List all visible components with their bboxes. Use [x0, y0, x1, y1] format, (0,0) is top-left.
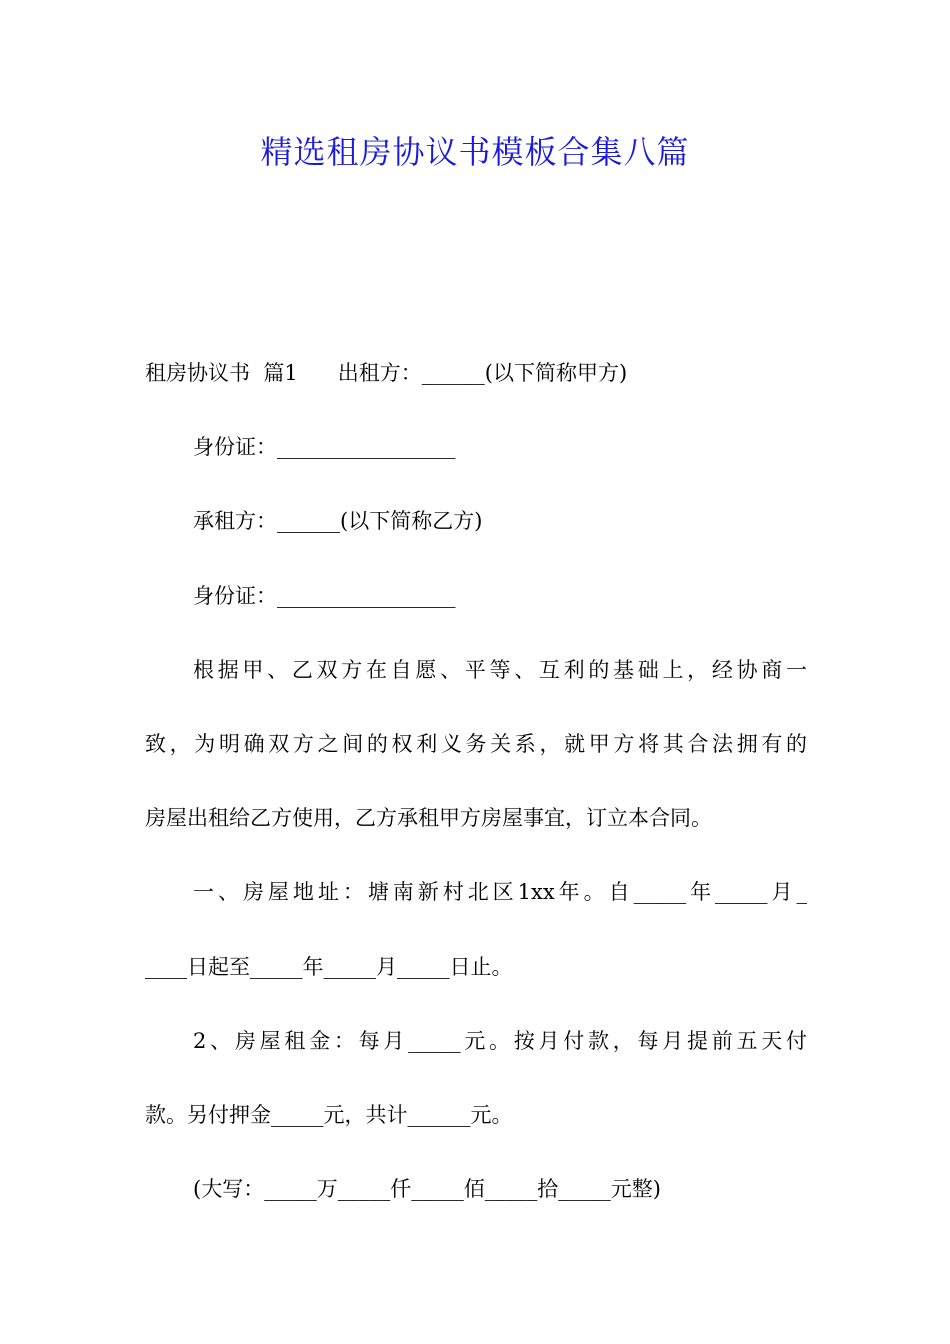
paragraph-line-preamble-1: 根据甲、乙双方在自愿、平等、互利的基础上，经协商一 — [193, 657, 807, 682]
paragraph-line-preamble-3: 房屋出租给乙方使用，乙方承租甲方房屋事宜，订立本合同。 — [145, 806, 712, 831]
paragraph-line-rent-1: 2、房屋租金：每月_____元。按月付款，每月提前五天付 — [193, 1028, 807, 1053]
document-body — [145, 336, 807, 1226]
document-title: 精选租房协议书模板合集八篇 — [260, 133, 690, 171]
paragraph-line-preamble-2: 致，为明确双方之间的权利义务关系，就甲方将其合法拥有的 — [145, 731, 807, 756]
paragraph-line-heading: 租房协议书 篇1 出租方：______(以下简称甲方) — [145, 361, 628, 385]
paragraph-line-address-1: 一、房屋地址：塘南新村北区1xx年。自_____年_____月_ — [193, 880, 807, 905]
paragraph-line-amount-words: (大写：_____万_____仟_____佰_____拾_____元整) — [193, 1177, 661, 1202]
paragraph-line-address-2: ____日起至_____年_____月_____日止。 — [145, 954, 513, 979]
paragraph-line-tenant: 承租方：______(以下简称乙方) — [193, 509, 483, 534]
paragraph-line-tenant-id: 身份证：_________________ — [193, 583, 456, 608]
paragraph-line-landlord-id: 身份证：_________________ — [193, 435, 456, 460]
paragraph-line-rent-2: 款。另付押金_____元，共计______元。 — [145, 1102, 513, 1127]
